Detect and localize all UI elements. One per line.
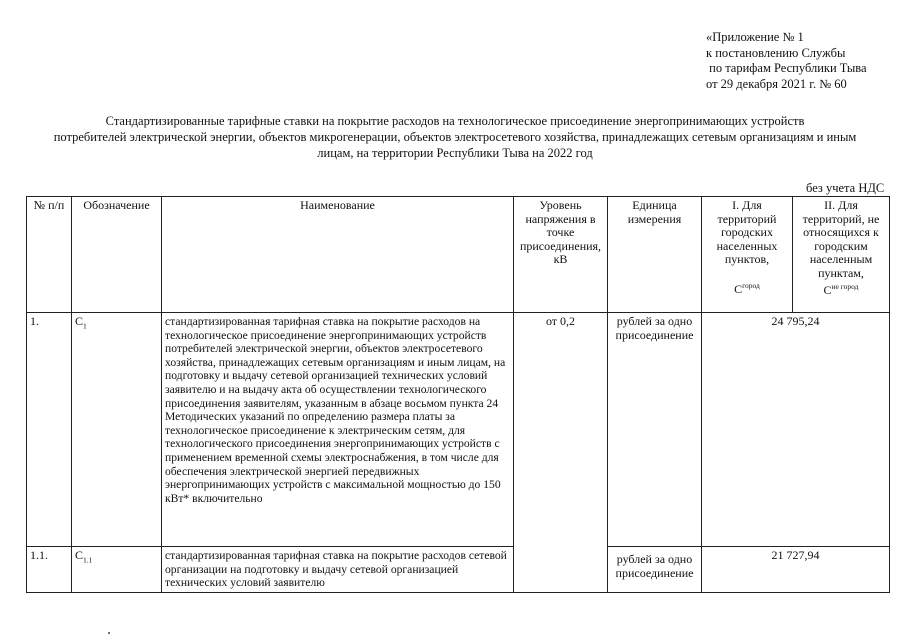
tariff-table xyxy=(26,196,890,593)
appendix-line: от 29 декабря 2021 г. № 60 xyxy=(706,76,847,91)
header-num: № п/п xyxy=(27,197,72,313)
header-voltage: Уровень напряжения в точке присоединения, кВ xyxy=(514,197,608,313)
header-rural xyxy=(793,197,890,313)
row-name: стандартизированная тарифная ставка на покрытие расходов на технологическое присоединение энергопринимающих устройств потребителей электрической энергии, объектов электросетевого хозяйства, принадлежащих сетевым организациям и иным лицам, на подготовку и выдачу сетевой организацией технических условий заявителю и на выдачу акта об осуществлении технологического присоединения заявителям, указанным в абзаце восьмом пункта 24 Методических указаний по определению размера платы за технологическое присоединение к электрическим сетям, для технологического присоединения энергопринимающих устройств с применением временной схемы электроснабжения, в том числе для обеспечения электрической энергией передвижных энергопринимающих устройств с максимальной мощностью до 150 кВт* включительно xyxy=(162,313,514,547)
appendix-line: к постановлению Службы xyxy=(706,45,846,60)
appendix-header xyxy=(706,30,896,92)
scan-speck xyxy=(108,632,110,634)
row-name: стандартизированная тарифная ставка на покрытие расходов сетевой организации на подготовку и выдачу сетевой организацией технических условий заявителю xyxy=(162,547,514,593)
row-code: $С_1$ xyxy=(72,313,162,547)
header-urban-symbol: $С^{город}$ xyxy=(734,280,760,296)
row-num: 1.1. xyxy=(27,547,72,593)
table-row xyxy=(27,547,890,593)
title-line: потребителей электрической энергии, объектов микрогенерации, объектов электросетевого хозяйства, принадлежащих сетевым организациям и иным xyxy=(53,130,857,144)
appendix-line: «Приложение № 1 xyxy=(706,30,804,44)
row-value: 24 795,24 xyxy=(702,313,890,547)
appendix-line: по тарифам Республики Тыва xyxy=(706,61,867,75)
table-row xyxy=(27,313,890,547)
title-line: лицам, на территории Республики Тыва на 2022 год xyxy=(317,146,593,160)
row-unit: рублей за одно присоединение xyxy=(608,313,702,547)
row-value: 21 727,94 xyxy=(702,547,890,593)
row-code: $С_{1.1}$ xyxy=(72,547,162,593)
vat-note: без учета НДС xyxy=(806,181,885,195)
row-unit: рублей за одно присоединение xyxy=(608,547,702,593)
header-unit: Единица измерения xyxy=(608,197,702,313)
header-name: Наименование xyxy=(162,197,514,313)
header-code: Обозначение xyxy=(72,197,162,313)
header-urban-label: I. Для территорий городских населенных пунктов, xyxy=(716,198,778,266)
title-line: Стандартизированные тарифные ставки на покрытие расходов на технологическое присоединение энергопринимающих устройств xyxy=(105,114,805,128)
row-num: 1. xyxy=(27,313,72,547)
row-voltage: от 0,2 xyxy=(514,313,608,593)
header-rural-symbol: $С^{не город}$ xyxy=(823,282,859,297)
header-rural-label: II. Для территорий, не относящихся к городским населенным пунктам, xyxy=(802,198,880,280)
header-urban xyxy=(702,197,793,313)
table-header-row xyxy=(27,197,890,313)
document-title xyxy=(20,113,890,161)
